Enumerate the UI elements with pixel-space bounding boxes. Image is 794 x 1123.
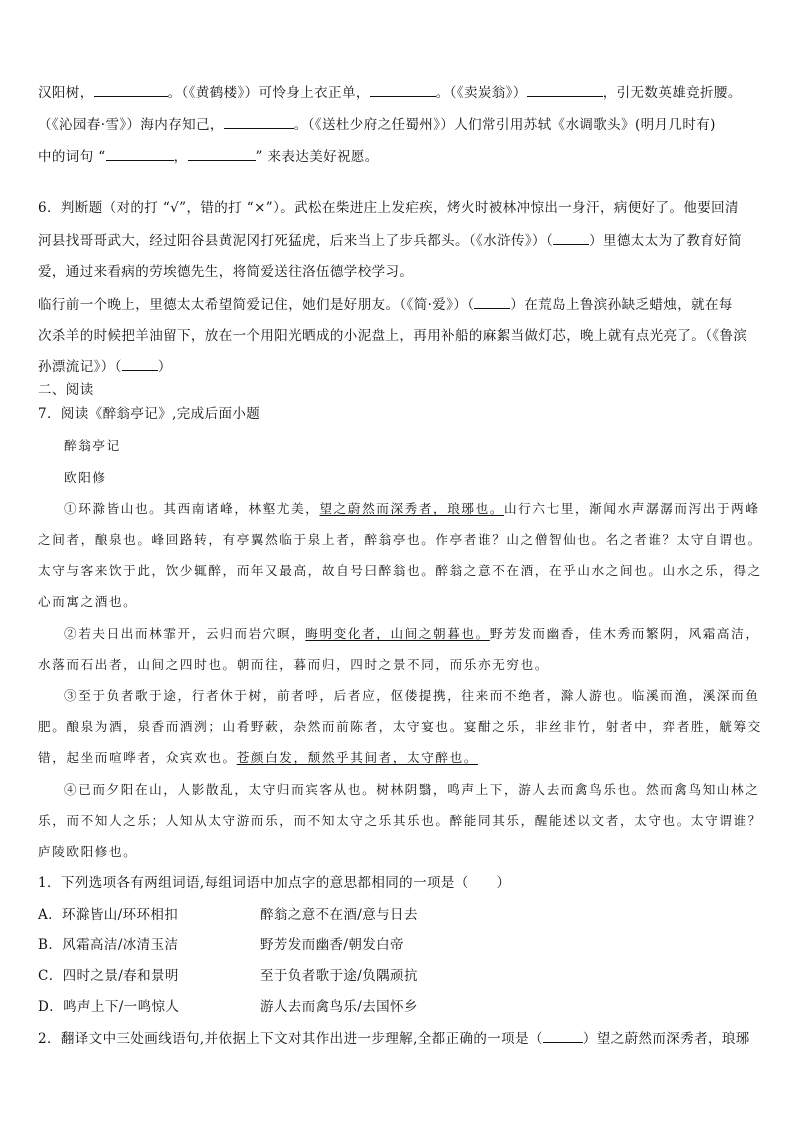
option-label: B．风霜高洁/冰清玉洁 (38, 937, 179, 953)
subq1-option-d[interactable] (38, 997, 764, 1017)
answer-blank[interactable] (224, 114, 294, 129)
text: ）在荒岛上鲁滨孙缺乏蜡烛，就在每 (510, 297, 733, 313)
text: 孙漂流记》）（ (38, 359, 122, 375)
underlined-sentence: 苍颜白发，颓然乎其间者，太守醉也。 (236, 750, 479, 765)
subq2-stem (38, 1028, 764, 1049)
passage-para2-line2: 水落而石出者，山间之四时也。朝而往，暮而归，四时之景不同，而乐亦无穷也。 (38, 657, 549, 672)
passage-para1-line1 (64, 499, 764, 519)
text: ）里德太太为了教育好简 (589, 233, 743, 249)
passage-para4-line1: ④已而夕阳在山，人影散乱，太守归而宾客从也。树林阴翳，鸣声上下，游人去而禽鸟乐也。然而禽鸟知山林之 (64, 782, 760, 797)
text: ） (157, 359, 172, 375)
text: 中的词句 “ (38, 149, 106, 165)
subq1-stem: 1．下列选项各有两组词语,每组词语中加点字的意思都相同的一项是（ ） (38, 875, 511, 891)
passage-title: 醉翁亭记 (64, 438, 121, 453)
option-text: 醉翁之意不在酒/意与日去 (260, 907, 418, 923)
option-text: 野芳发而幽香/朝发白帝 (260, 937, 404, 953)
q6-line-2 (38, 230, 764, 251)
text: ②若夫日出而林霏开，云归而岩穴暝， (64, 626, 306, 641)
q6-line-4 (38, 294, 764, 315)
text: 河县找哥哥武大，经过阳谷县黄泥冈打死猛虎，后来当上了步兵都头。（《水浒传》）（ (38, 233, 554, 249)
text: 。（《送杜少府之任蜀州》）人们常引用苏轼《水调歌头》(明月几时有) (293, 117, 716, 133)
text: 错，起坐而喧哗者，众宾欢也。 (38, 750, 237, 765)
answer-blank[interactable] (188, 146, 256, 161)
text: 2．翻译文中三处画线语句,并依据上下文对其作出进一步理解,全都正确的一项是（ (38, 1031, 543, 1047)
answer-blank[interactable] (94, 82, 168, 97)
subq1-option-c[interactable] (38, 966, 764, 986)
option-text: 游人去而禽鸟乐/去国怀乡 (260, 999, 418, 1015)
q6-line-3: 爱，通过来看病的劳埃德先生，将简爱送往洛伍德学校学习。 (38, 264, 414, 280)
option-label: D．鸣声上下/一鸣惊人 (38, 999, 180, 1015)
section-heading: 二、阅读 (38, 382, 94, 398)
passage-para4-line3: 庐陵欧阳修也。 (38, 844, 138, 859)
underlined-sentence: 望之蔚然而深秀者，琅琊也。 (319, 501, 505, 516)
passage-para3-line3 (38, 748, 764, 768)
option-text: 至于负者歌于途/负隅顽抗 (260, 968, 418, 984)
passage-author: 欧阳修 (64, 470, 107, 485)
answer-blank[interactable] (527, 82, 603, 97)
q7-intro: 7．阅读《醉翁亭记》,完成后面小题 (38, 406, 261, 422)
answer-blank[interactable] (370, 82, 436, 97)
option-label: C．四时之景/春和景明 (38, 968, 179, 984)
passage-para2-line1 (64, 624, 764, 644)
poem-fill-line-2 (38, 114, 764, 135)
passage-para1-line4: 心而寓之酒也。 (38, 594, 138, 609)
passage-para1-line3: 太守与客来饮于此，饮少辄醉，而年又最高，故自号曰醉翁也。醉翁之意不在酒，在乎山水之间也。山水之乐，得之 (38, 563, 762, 578)
answer-blank[interactable] (553, 230, 589, 245)
q6-line-5: 次杀羊的时候把羊油留下，放在一个用阳光晒成的小泥盘上，再用补船的麻絮当做灯芯，晚上就有点光亮了。（《鲁滨 (38, 328, 748, 344)
poem-fill-line-1 (38, 82, 764, 103)
answer-blank[interactable] (474, 294, 510, 309)
text: （《沁园春·雪》）海内存知己， (38, 117, 224, 133)
answer-blank[interactable] (122, 356, 158, 371)
q6-line-6 (38, 356, 764, 377)
text: ， (173, 149, 188, 165)
passage-para1-line2: 之间者，酿泉也。峰回路转，有亭翼然临于泉上者，醉翁亭也。作亭者谁？山之僧智仙也。名之者谁？太守自谓也。 (38, 532, 762, 547)
text: ①环滁皆山也。其西南诸峰，林壑尤美， (64, 501, 320, 516)
poem-fill-line-3 (38, 146, 764, 167)
option-label: A．环滁皆山/环环相扣 (38, 907, 179, 923)
answer-blank[interactable] (106, 146, 174, 161)
text: 山行六七里，渐闻水声潺潺而泻出于两峰 (504, 501, 760, 516)
passage-para3-line2: 肥。酿泉为酒，泉香而酒洌；山肴野蔌，杂然而前陈者，太守宴也。宴酣之乐，非丝非竹，射者中，弈者胜，觥筹交 (38, 719, 762, 734)
answer-blank[interactable] (543, 1028, 583, 1043)
subq1-option-a[interactable] (38, 905, 764, 925)
text: 汉阳树， (38, 85, 94, 101)
subq1-option-b[interactable] (38, 935, 764, 955)
text: ” 来表达美好祝愿。 (255, 149, 379, 165)
text: ，引无数英雄竞折腰。 (602, 85, 742, 101)
text: 临行前一个晚上，里德太太希望简爱记住，她们是好朋友。（《简·爱》）（ (38, 297, 475, 313)
text: 。（《卖炭翁》） (435, 85, 527, 101)
text: 。（《黄鹤楼》）可怜身上衣正单， (167, 85, 370, 101)
underlined-sentence: 晦明变化者，山间之朝暮也。 (305, 626, 490, 641)
passage-para3-line1: ③至于负者歌于途，行者休于树，前者呼，后者应，伛偻提携，往来而不绝者，滁人游也。临溪而渔，溪深而鱼 (64, 688, 760, 703)
passage-para4-line2: 乐，而不知人之乐；人知从太守游而乐，而不知太守之乐其乐也。醉能同其乐，醒能述以文者，太守也。太守谓谁？ (38, 813, 762, 828)
text: ）望之蔚然而深秀者，琅琊 (582, 1031, 750, 1047)
q6-line-1: 6．判断题（对的打 “√”，错的打 “×”）。武松在柴进庄上发疟疾，烤火时被林冲惊出一身汗，病便好了。他要回清 (38, 200, 739, 216)
text: 野芳发而幽香，佳木秀而繁阴，风霜高洁， (489, 626, 760, 641)
